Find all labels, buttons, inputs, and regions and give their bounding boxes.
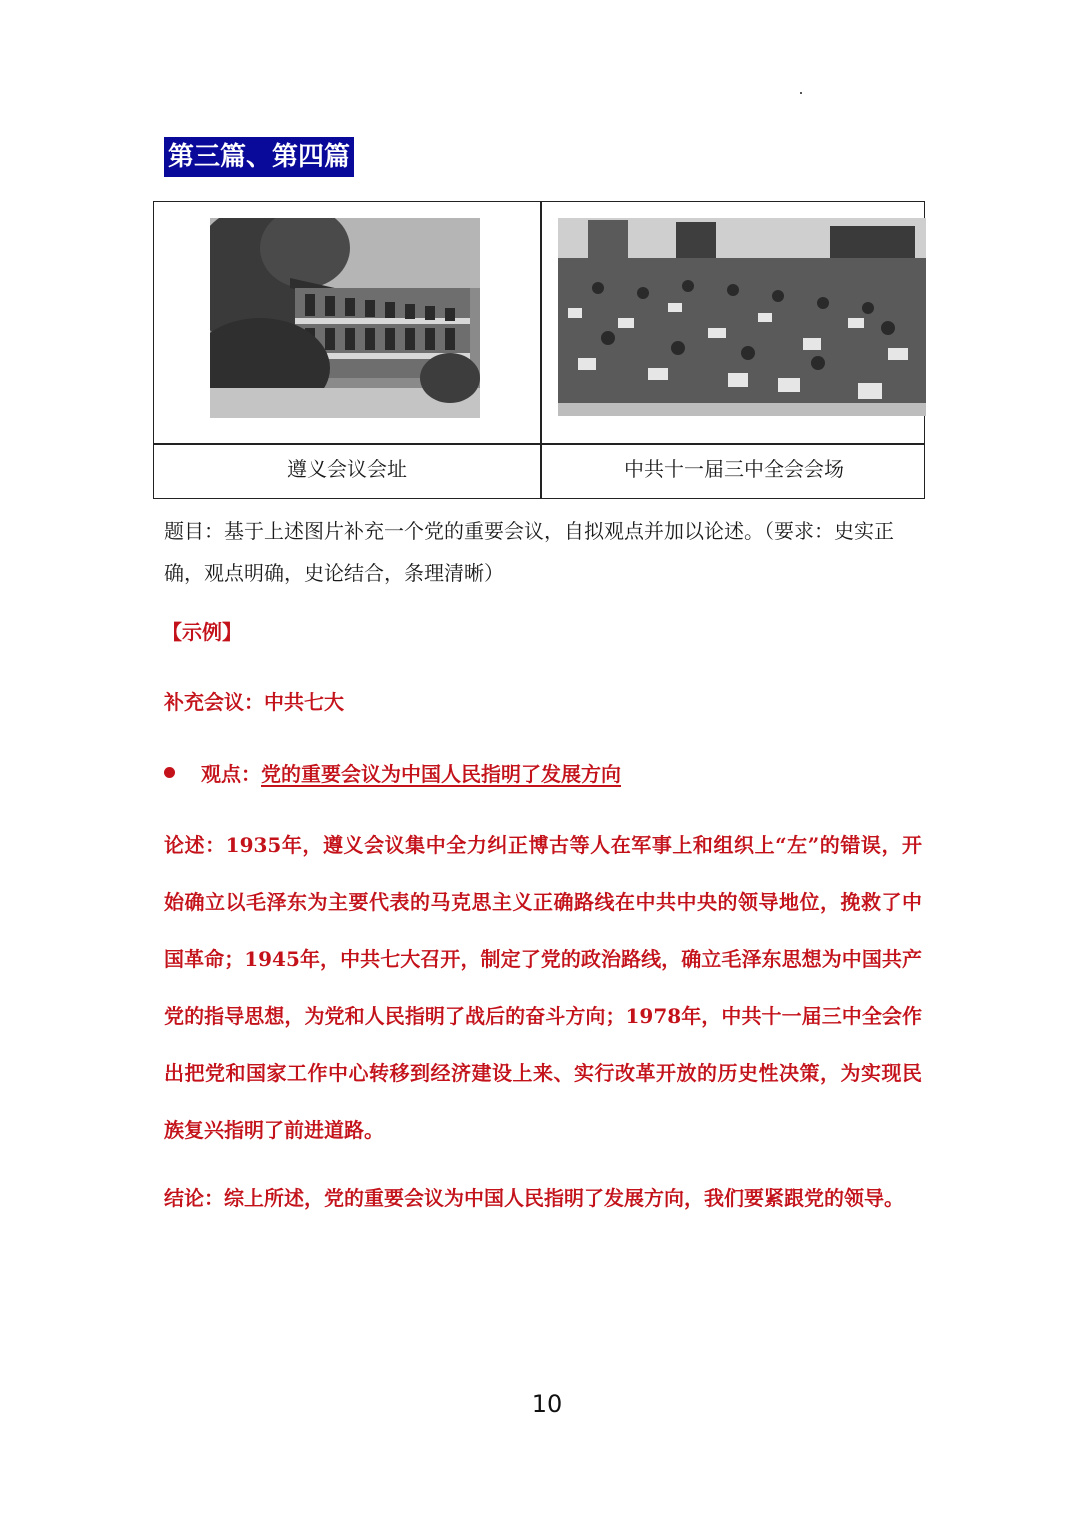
zunyi-site-photo [210,218,480,418]
section-heading: 第三篇、第四篇 [164,137,354,177]
photo-caption-zunyi: 遵义会议会址 [287,457,407,481]
third-plenum-photo [558,218,926,416]
scan-speck [800,92,802,94]
viewpoint-text: 党的重要会议为中国人民指明了发展方向 [261,762,621,786]
argument-paragraph: 论述：1935年，遵义会议集中全力纠正博古等人在军事上和组织上“左”的错误，开始确立以毛泽东为主要代表的马克思主义正确路线在中共中央的领导地位，挽救了中国革命；1945年，中共七大召开，制定了党的政治路线，确立毛泽东思想为中国共产党的指导思想，为党和人民指明了战后的奋斗方向；1978年，中共十一届三中全会作出把党和国家工作中心转移到经济建设上来、实行改革开放的历史性决策，为实现民族复兴指明了前进道路。 [164,833,922,1142]
viewpoint [164,758,621,787]
photo-caption-third-plenum: 中共十一届三中全会会场 [624,457,844,481]
viewpoint-label: 观点： [201,762,261,786]
conclusion-paragraph: 结论：综上所述，党的重要会议为中国人民指明了发展方向，我们要紧跟党的领导。 [164,1186,904,1210]
supplement-meeting: 补充会议：中共七大 [164,690,344,714]
question-prompt: 题目：基于上述图片补充一个党的重要会议，自拟观点并加以论述。（要求：史实正确，观点明确，史论结合，条理清晰） [164,519,894,585]
bullet-dot-icon [164,767,175,778]
page-number: 10 [531,1390,563,1418]
example-tag: 【示例】 [162,620,242,644]
photo-table [153,201,925,499]
